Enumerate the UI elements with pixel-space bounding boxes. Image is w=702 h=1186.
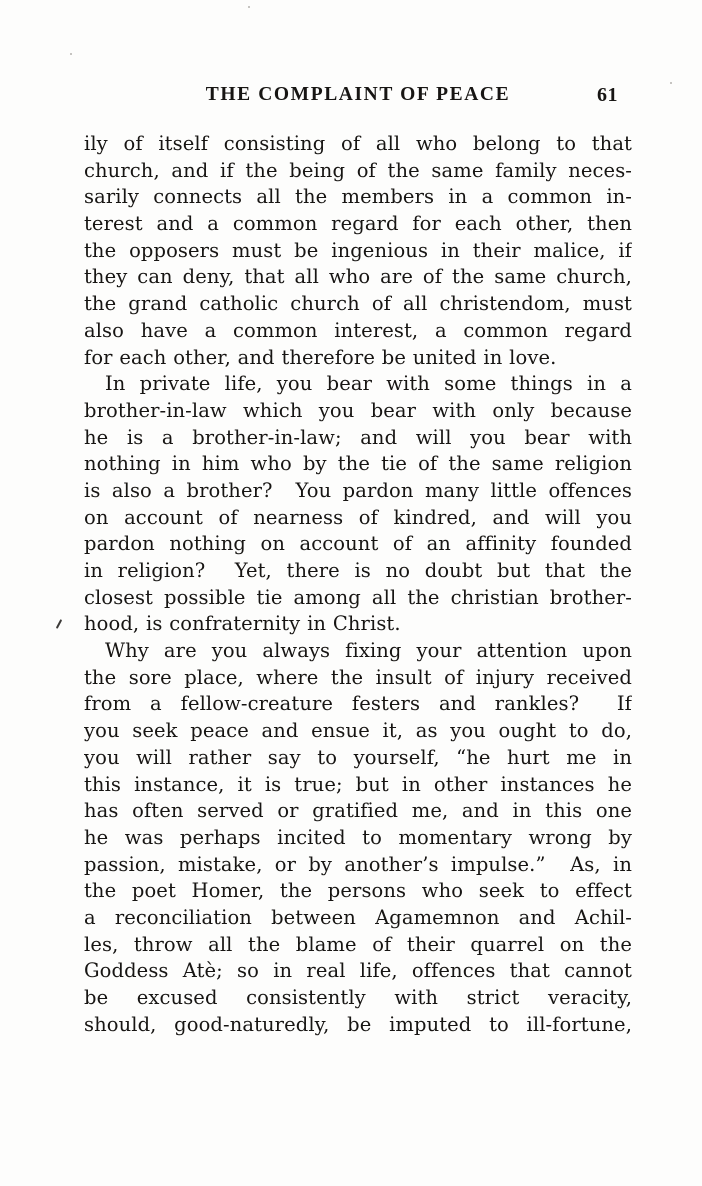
text-line: on account of nearness of kindred, and will you bbox=[84, 505, 632, 529]
text-line: has often served or gratified me, and in this one bbox=[84, 799, 632, 823]
text-line: the poet Homer, the persons who seek to effect bbox=[84, 879, 632, 903]
text-line: is also a brother? You pardon many little offences bbox=[84, 478, 632, 502]
text-line: this instance, it is true; but in other instances he bbox=[84, 772, 632, 796]
text-line: should, good-naturedly, be imputed to ill-fortune, bbox=[84, 1012, 632, 1036]
text-line: also have a common interest, a common regard bbox=[84, 318, 632, 342]
text-line: hood, is confraternity in Christ. bbox=[84, 612, 401, 636]
text-line: the sore place, where the insult of injury received bbox=[84, 665, 632, 689]
text-line: the opposers must be ingenious in their malice, if bbox=[84, 238, 632, 262]
text-line: a reconciliation between Agamemnon and Achil- bbox=[84, 905, 632, 929]
text-line: the grand catholic church of all christendom, must bbox=[84, 292, 632, 316]
text-line: passion, mistake, or by another’s impulse.” As, in bbox=[84, 852, 632, 876]
text-line: for each other, and therefore be united in love. bbox=[84, 345, 557, 369]
text-line: he is a brother-in-law; and will you bear with bbox=[84, 425, 632, 449]
text-line: you will rather say to yourself, “he hurt me in bbox=[84, 745, 632, 769]
text-line: sarily connects all the members in a common in- bbox=[84, 185, 632, 209]
text-line: terest and a common regard for each other, then bbox=[84, 212, 632, 236]
text-line: Why are you always fixing your attention upon bbox=[105, 639, 632, 663]
text-line: they can deny, that all who are of the same church, bbox=[84, 265, 632, 289]
text-line: ily of itself consisting of all who belong to that bbox=[84, 132, 632, 155]
text-line: closest possible tie among all the christian brother- bbox=[84, 585, 632, 609]
scan-speck bbox=[670, 82, 672, 84]
text-line: in religion? Yet, there is no doubt but that the bbox=[84, 559, 632, 582]
text-line: brother-in-law which you bear with only because bbox=[84, 398, 632, 422]
text-line: be excused consistently with strict veracity, bbox=[84, 986, 632, 1009]
running-title: THE COMPLAINT OF PEACE bbox=[205, 84, 511, 105]
page-number: 61 bbox=[597, 84, 618, 106]
scan-speck bbox=[70, 53, 72, 55]
text-line: from a fellow-creature festers and rankles? If bbox=[84, 692, 632, 716]
scan-speck bbox=[248, 6, 250, 8]
text-lines bbox=[84, 131, 632, 1038]
text-line: les, throw all the blame of their quarrel on the bbox=[84, 932, 632, 956]
text-line: you seek peace and ensue it, as you ought to do, bbox=[84, 719, 632, 743]
margin-tick-artifact bbox=[56, 619, 62, 629]
text-line: Goddess Atè; so in real life, offences that cannot bbox=[84, 959, 632, 983]
text-line: pardon nothing on account of an affinity founded bbox=[84, 532, 632, 556]
page-header bbox=[84, 84, 632, 110]
text-line: In private life, you bear with some things in a bbox=[105, 372, 632, 396]
text-line: church, and if the being of the same family neces- bbox=[84, 158, 632, 182]
text-line: nothing in him who by the tie of the same religion bbox=[84, 452, 632, 476]
text-line: he was perhaps incited to momentary wrong by bbox=[84, 825, 632, 849]
